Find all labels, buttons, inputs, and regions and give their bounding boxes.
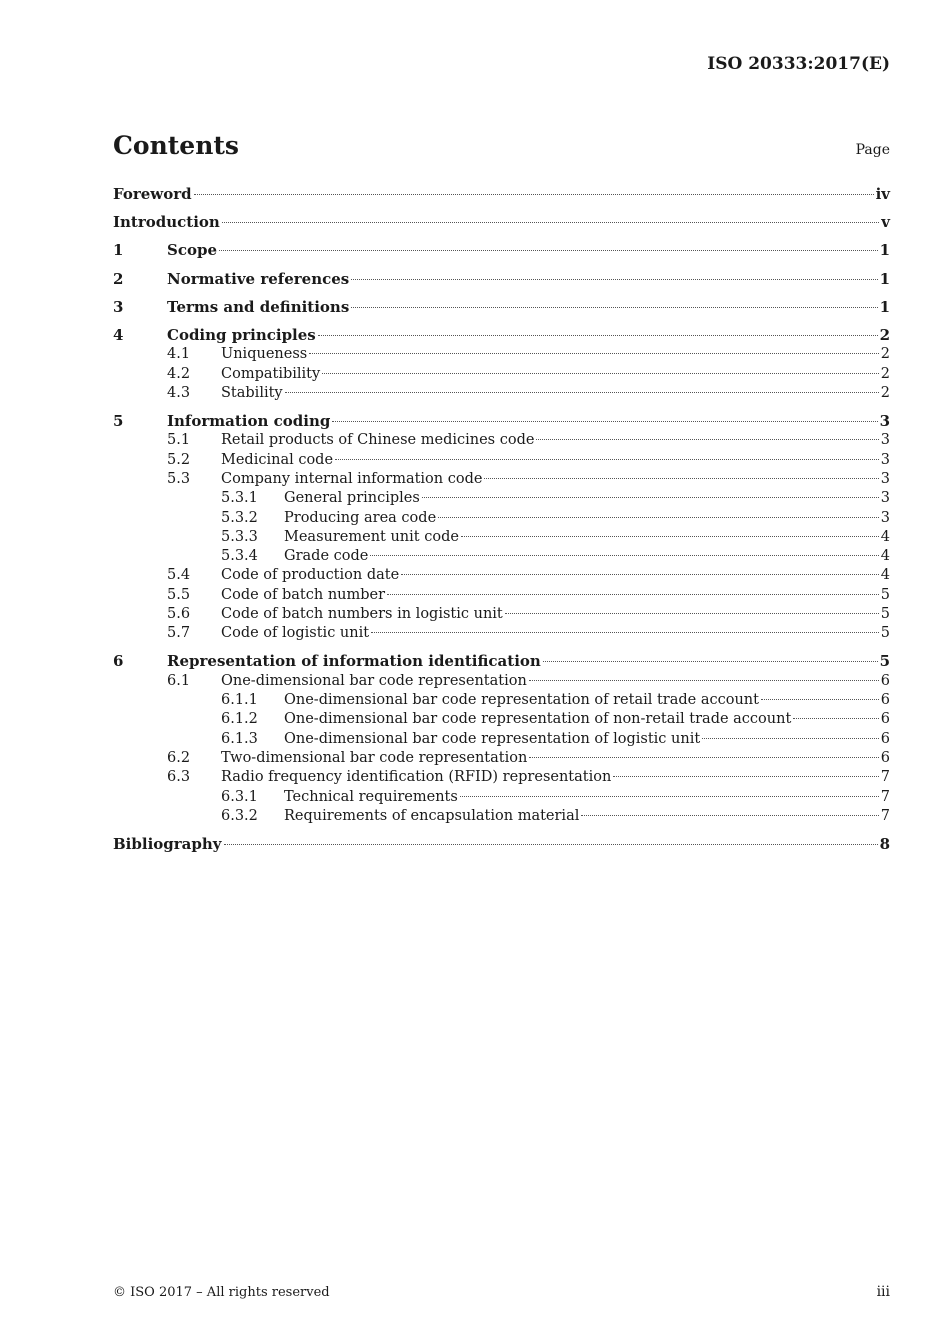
toc-entry[interactable] bbox=[113, 451, 890, 470]
toc-entry-title: General principles bbox=[284, 490, 420, 507]
toc-entry[interactable] bbox=[113, 431, 890, 450]
dot-leader bbox=[438, 517, 879, 518]
toc-entry-page: 2 bbox=[880, 346, 890, 363]
toc-entry-title: Code of batch numbers in logistic unit bbox=[221, 605, 503, 622]
toc-entry-title: Code of logistic unit bbox=[221, 625, 370, 642]
toc-entry-number: 6.1 bbox=[167, 672, 191, 689]
dot-leader bbox=[543, 661, 878, 662]
toc-entry-title: Company internal information code bbox=[221, 470, 483, 487]
dot-leader bbox=[322, 373, 879, 374]
toc-entry-page: 3 bbox=[880, 490, 890, 507]
toc-entry[interactable] bbox=[113, 566, 890, 585]
dot-leader bbox=[224, 844, 878, 845]
dot-leader bbox=[370, 555, 878, 556]
toc-entry-number: 6.1.2 bbox=[221, 711, 258, 728]
toc-entry-page: v bbox=[881, 213, 890, 232]
toc-entry[interactable] bbox=[113, 652, 890, 671]
toc-entry[interactable] bbox=[113, 547, 890, 566]
page-column-label: Page bbox=[855, 142, 890, 158]
toc-entry-number: 6.1.3 bbox=[221, 730, 258, 747]
dot-leader bbox=[460, 796, 879, 797]
dot-leader bbox=[309, 353, 879, 354]
toc-entry-number: 5.6 bbox=[167, 605, 191, 622]
toc-entry[interactable] bbox=[113, 835, 890, 854]
toc-entry-page: 7 bbox=[880, 769, 890, 786]
toc-entry-title: Uniqueness bbox=[221, 346, 308, 363]
toc-entry-page: 6 bbox=[880, 711, 890, 728]
copyright-notice: © ISO 2017 – All rights reserved bbox=[113, 1285, 330, 1300]
toc-entry-page: 8 bbox=[879, 835, 890, 854]
toc-entry-page: 1 bbox=[879, 297, 890, 316]
toc-entry[interactable] bbox=[113, 509, 890, 528]
dot-leader bbox=[702, 738, 879, 739]
toc-entry-number: 4.2 bbox=[167, 365, 191, 382]
toc-entry[interactable] bbox=[113, 528, 890, 547]
toc-entry-page: 4 bbox=[880, 548, 890, 565]
toc-entry-number: 6 bbox=[113, 652, 124, 671]
toc-entry-title: Stability bbox=[221, 384, 283, 401]
toc-entry-page: 5 bbox=[880, 605, 890, 622]
dot-leader bbox=[401, 574, 879, 575]
toc-entry-title: Grade code bbox=[284, 548, 369, 565]
toc-entry[interactable] bbox=[113, 345, 890, 364]
toc-entry-title: Radio frequency identification (RFID) representation bbox=[221, 769, 612, 786]
toc-entry-title: Producing area code bbox=[284, 509, 437, 526]
toc-entry-page: 6 bbox=[880, 672, 890, 689]
toc-entry-title: Scope bbox=[167, 241, 218, 260]
dot-leader bbox=[613, 776, 878, 777]
toc-entry[interactable] bbox=[113, 691, 890, 710]
toc-entry-number: 5.3.3 bbox=[221, 528, 258, 545]
toc-entry-number: 5.2 bbox=[167, 451, 191, 468]
toc-entry-title: Measurement unit code bbox=[284, 528, 459, 545]
toc-entry-page: 3 bbox=[880, 509, 890, 526]
dot-leader bbox=[581, 815, 878, 816]
dot-leader bbox=[351, 307, 877, 308]
toc-entry-page: 2 bbox=[880, 365, 890, 382]
toc-entry-title: Bibliography bbox=[113, 835, 222, 854]
toc-entry[interactable] bbox=[113, 270, 890, 289]
dot-leader bbox=[371, 632, 879, 633]
toc-entry-title: Compatibility bbox=[221, 365, 321, 382]
toc-entry-title: Retail products of Chinese medicines code bbox=[221, 432, 535, 449]
toc-entry-number: 5.3.4 bbox=[221, 548, 258, 565]
toc-entry-number: 6.2 bbox=[167, 749, 191, 766]
toc-entry-number: 2 bbox=[113, 269, 124, 288]
dot-leader bbox=[529, 680, 879, 681]
toc-entry-page: 6 bbox=[880, 730, 890, 747]
toc-entry[interactable] bbox=[113, 412, 890, 431]
toc-entry[interactable] bbox=[113, 326, 890, 345]
toc-entry[interactable] bbox=[113, 213, 890, 232]
toc-entry-number: 5.7 bbox=[167, 625, 191, 642]
toc-entry-number: 5.3.1 bbox=[221, 490, 258, 507]
toc-entry-title: Requirements of encapsulation material bbox=[284, 807, 580, 824]
toc-entry-page: 4 bbox=[880, 567, 890, 584]
toc-entry-page: 6 bbox=[880, 692, 890, 709]
toc-entry[interactable] bbox=[113, 241, 890, 260]
toc-entry-title: Code of production date bbox=[221, 567, 400, 584]
dot-leader bbox=[761, 699, 879, 700]
table-of-contents bbox=[113, 185, 890, 854]
toc-entry-title: Two-dimensional bar code representation bbox=[221, 749, 528, 766]
toc-entry-page: 3 bbox=[880, 432, 890, 449]
dot-leader bbox=[194, 194, 874, 195]
toc-entry-number: 5.3 bbox=[167, 470, 191, 487]
dot-leader bbox=[351, 279, 877, 280]
toc-entry-page: 7 bbox=[880, 807, 890, 824]
toc-entry[interactable] bbox=[113, 605, 890, 624]
toc-entry-number: 6.3.2 bbox=[221, 807, 258, 824]
dot-leader bbox=[422, 497, 879, 498]
dot-leader bbox=[536, 439, 878, 440]
toc-entry-page: 2 bbox=[879, 325, 890, 344]
toc-entry[interactable] bbox=[113, 489, 890, 508]
toc-entry-number: 5.4 bbox=[167, 567, 191, 584]
page-title: Contents bbox=[113, 131, 240, 160]
toc-entry-page: 7 bbox=[880, 788, 890, 805]
toc-entry-page: 4 bbox=[880, 528, 890, 545]
toc-entry-number: 5.3.2 bbox=[221, 509, 258, 526]
toc-entry-number: 5.5 bbox=[167, 586, 191, 603]
toc-entry-page: 2 bbox=[880, 384, 890, 401]
toc-entry[interactable] bbox=[113, 470, 890, 489]
toc-entry-title: Normative references bbox=[167, 269, 350, 288]
toc-entry-page: 1 bbox=[879, 241, 890, 260]
toc-entry[interactable] bbox=[113, 586, 890, 605]
dot-leader bbox=[793, 718, 878, 719]
toc-entry-number: 4.3 bbox=[167, 384, 191, 401]
toc-entry[interactable] bbox=[113, 624, 890, 643]
dot-leader bbox=[387, 594, 879, 595]
toc-entry-number: 5 bbox=[113, 412, 124, 431]
toc-entry-page: 5 bbox=[880, 625, 890, 642]
toc-entry-title: Introduction bbox=[113, 213, 220, 232]
toc-entry-title: One-dimensional bar code representation of logistic unit bbox=[284, 730, 701, 747]
toc-entry-number: 3 bbox=[113, 297, 124, 316]
dot-leader bbox=[285, 392, 879, 393]
toc-entry-number: 1 bbox=[113, 241, 124, 260]
toc-entry-number: 6.3 bbox=[167, 769, 191, 786]
dot-leader bbox=[505, 613, 879, 614]
dot-leader bbox=[335, 459, 879, 460]
dot-leader bbox=[332, 421, 877, 422]
toc-entry[interactable] bbox=[113, 365, 890, 384]
toc-entry-page: 5 bbox=[879, 652, 890, 671]
toc-entry[interactable] bbox=[113, 672, 890, 691]
toc-entry-title: Representation of information identification bbox=[167, 652, 541, 671]
toc-entry-page: 3 bbox=[880, 451, 890, 468]
toc-entry[interactable] bbox=[113, 768, 890, 787]
toc-entry[interactable] bbox=[113, 298, 890, 317]
toc-entry-number: 4 bbox=[113, 325, 124, 344]
toc-entry-title: One-dimensional bar code representation of non-retail trade account bbox=[284, 711, 792, 728]
toc-entry-page: 5 bbox=[880, 586, 890, 603]
toc-entry[interactable] bbox=[113, 749, 890, 768]
toc-entry[interactable] bbox=[113, 710, 890, 729]
toc-entry[interactable] bbox=[113, 185, 890, 204]
toc-entry[interactable] bbox=[113, 384, 890, 403]
toc-entry-title: One-dimensional bar code representation of retail trade account bbox=[284, 692, 759, 709]
toc-entry-title: Technical requirements bbox=[284, 788, 458, 805]
toc-entry-page: iv bbox=[875, 185, 890, 203]
toc-entry-page: 3 bbox=[879, 412, 890, 431]
dot-leader bbox=[222, 222, 879, 223]
toc-entry-number: 5.1 bbox=[167, 432, 191, 449]
document-code: ISO 20333:2017(E) bbox=[707, 54, 890, 74]
toc-entry-title: Information coding bbox=[167, 412, 331, 431]
toc-entry-title: One-dimensional bar code representation bbox=[221, 672, 527, 689]
toc-entry-title: Code of batch number bbox=[221, 586, 386, 603]
toc-entry-title: Foreword bbox=[113, 185, 192, 203]
toc-entry-title: Terms and definitions bbox=[167, 297, 350, 316]
toc-entry[interactable] bbox=[113, 807, 890, 826]
dot-leader bbox=[529, 757, 878, 758]
toc-entry-page: 1 bbox=[879, 269, 890, 288]
toc-entry-page: 3 bbox=[880, 470, 890, 487]
dot-leader bbox=[484, 478, 878, 479]
toc-entry-number: 6.3.1 bbox=[221, 788, 258, 805]
dot-leader bbox=[219, 250, 878, 251]
page-number: iii bbox=[876, 1284, 890, 1300]
toc-entry-page: 6 bbox=[880, 749, 890, 766]
dot-leader bbox=[318, 335, 878, 336]
toc-entry-number: 6.1.1 bbox=[221, 692, 258, 709]
toc-entry-title: Coding principles bbox=[167, 325, 316, 344]
dot-leader bbox=[461, 536, 879, 537]
toc-entry[interactable] bbox=[113, 730, 890, 749]
toc-entry-number: 4.1 bbox=[167, 346, 191, 363]
toc-entry-title: Medicinal code bbox=[221, 451, 334, 468]
toc-entry[interactable] bbox=[113, 788, 890, 807]
